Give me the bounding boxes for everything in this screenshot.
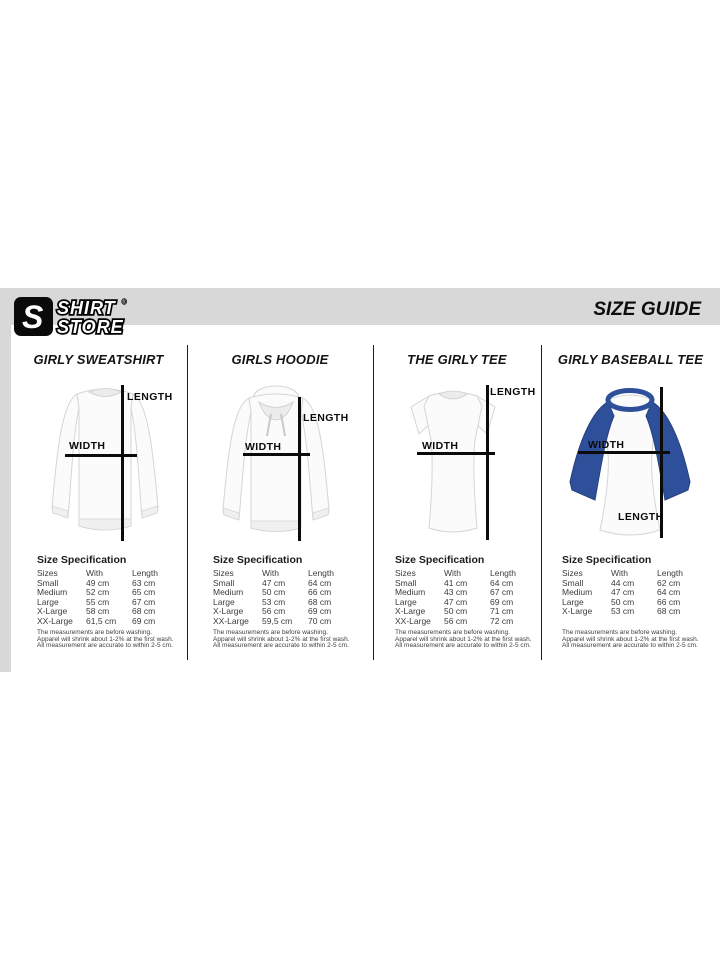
size-cell: Medium [562,587,593,598]
width-cell: 41 cm [444,577,468,588]
size-cell: XX-Large [37,615,73,626]
width-cell: 53 cm [611,606,635,617]
size-table [541,554,720,617]
size-cell: Large [562,596,584,607]
product-title: THE GIRLY TEE [407,352,507,367]
disclaimer-line: Apparel will shrink about 1-2% at the first wash. [395,635,532,643]
width-cell: 55 cm [86,596,110,607]
length-line [298,397,301,541]
logo-text-shirt: SHIRT [57,298,116,318]
length-cell: 69 cm [490,596,514,607]
width-label: WIDTH [422,440,459,452]
disclaimer-line: Apparel will shrink about 1-2% at the first wash. [213,635,350,643]
size-cell: Small [395,577,417,588]
width-column-header: With [611,568,628,578]
length-cell: 67 cm [132,596,156,607]
width-cell: 43 cm [444,587,468,598]
logo-text-store: STORE [57,317,124,337]
size-cell: Medium [37,587,68,598]
product-panel-girls-hoodie [187,325,373,672]
width-column-header: With [86,568,103,578]
sizes-column-header: Sizes [37,568,58,578]
table-row [213,617,399,627]
length-column-header: Length [308,568,334,578]
size-cell: Small [213,577,235,588]
length-label: LENGTH [127,391,173,403]
width-cell: 49 cm [86,577,110,588]
size-table-heading: Size Specification [395,554,485,566]
size-table [11,554,212,627]
table-row [37,588,212,598]
disclaimer-line: All measurement are accurate to within 2-5 cm. [395,642,531,650]
length-cell: 63 cm [132,577,156,588]
disclaimer-line: All measurement are accurate to within 2-5 cm. [37,642,173,650]
width-label: WIDTH [245,441,282,453]
length-cell: 71 cm [490,606,514,617]
product-title: GIRLS HOODIE [231,352,329,367]
size-table-heading: Size Specification [37,554,127,566]
disclaimer-line: All measurement are accurate to within 2-5 cm. [562,642,698,650]
length-label: LENGTH [303,412,349,424]
measurement-figure [187,378,373,548]
size-cell: Medium [395,587,426,598]
sweatshirt-image [30,378,180,546]
table-row [562,607,720,617]
size-table-heading: Size Specification [562,554,652,566]
left-margin-strip [0,288,11,672]
size-cell: Small [562,577,584,588]
disclaimer-line: The measurements are before washing. [562,629,677,636]
length-cell: 72 cm [490,615,514,626]
size-cell: Medium [213,587,244,598]
length-cell: 68 cm [657,606,681,617]
width-cell: 58 cm [86,606,110,617]
registered-mark-icon: ® [122,300,127,306]
width-cell: 61,5 cm [86,615,117,626]
table-row [395,617,563,627]
length-cell: 67 cm [490,587,514,598]
width-cell: 50 cm [444,606,468,617]
length-label: LENGTH [618,511,664,523]
length-line [121,385,124,541]
length-cell: 64 cm [657,587,681,598]
page-title: SIZE GUIDE [593,299,701,320]
size-cell: Large [213,596,235,607]
width-line [65,454,137,457]
width-column-header: With [262,568,279,578]
table-row [395,588,563,598]
measurement-figure [541,378,720,548]
tee-image [378,378,528,546]
hoodie-image [201,378,351,546]
length-column-header: Length [490,568,516,578]
length-cell: 68 cm [132,606,156,617]
length-column-header: Length [657,568,683,578]
length-column-header: Length [132,568,158,578]
width-cell: 56 cm [262,606,286,617]
size-cell: XX-Large [395,615,431,626]
length-cell: 68 cm [308,596,332,607]
sizes-column-header: Sizes [395,568,416,578]
width-cell: 47 cm [444,596,468,607]
width-cell: 47 cm [262,577,286,588]
width-column-header: With [444,568,461,578]
disclaimer-text [541,630,720,650]
length-line [486,385,489,540]
width-cell: 53 cm [262,596,286,607]
width-line [417,452,495,455]
size-cell: X-Large [213,606,244,617]
product-title: GIRLY BASEBALL TEE [557,352,704,367]
measurement-figure [373,378,541,548]
size-cell: X-Large [562,606,593,617]
width-label: WIDTH [69,440,106,452]
width-cell: 56 cm [444,615,468,626]
size-cell: XX-Large [213,615,249,626]
size-table [373,554,563,627]
table-row [37,617,212,627]
size-cell: X-Large [37,606,68,617]
product-panel-girly-sweatshirt [11,325,186,672]
table-header-row [395,569,563,579]
width-cell: 52 cm [86,587,110,598]
disclaimer-text [11,630,212,650]
measurement-figure [11,378,186,548]
table-header-row [37,569,212,579]
width-cell: 59,5 cm [262,615,293,626]
disclaimer-line: The measurements are before washing. [37,629,152,636]
length-cell: 66 cm [657,596,681,607]
length-cell: 62 cm [657,577,681,588]
length-cell: 69 cm [308,606,332,617]
length-cell: 64 cm [490,577,514,588]
sizes-column-header: Sizes [213,568,234,578]
table-row [213,588,399,598]
disclaimer-line: All measurement are accurate to within 2-5 cm. [213,642,349,650]
disclaimer-line: The measurements are before washing. [213,629,328,636]
size-cell: Small [37,577,59,588]
product-panel-girly-baseball-tee [541,325,720,672]
table-header-row [562,569,720,579]
width-cell: 47 cm [611,587,635,598]
disclaimer-line: Apparel will shrink about 1-2% at the first wash. [37,635,174,643]
length-cell: 66 cm [308,587,332,598]
product-panel-girly-tee [373,325,541,672]
size-table-heading: Size Specification [213,554,303,566]
table-header-row [213,569,399,579]
length-cell: 70 cm [308,615,332,626]
width-cell: 50 cm [611,596,635,607]
width-line [243,453,310,456]
width-cell: 50 cm [262,587,286,598]
disclaimer-text [373,630,563,650]
size-cell: X-Large [395,606,426,617]
disclaimer-line: The measurements are before washing. [395,629,510,636]
table-row [562,588,720,598]
size-table [187,554,399,627]
width-cell: 44 cm [611,577,635,588]
size-cell: Large [395,596,417,607]
length-cell: 65 cm [132,587,156,598]
disclaimer-text [187,630,399,650]
size-cell: Large [37,596,59,607]
width-line [578,451,670,454]
length-cell: 69 cm [132,615,156,626]
product-title: GIRLY SWEATSHIRT [33,352,164,367]
length-cell: 64 cm [308,577,332,588]
sizes-column-header: Sizes [562,568,583,578]
disclaimer-line: Apparel will shrink about 1-2% at the first wash. [562,635,699,643]
logo-s-icon: S [22,299,44,335]
length-label: LENGTH [490,386,536,398]
width-label: WIDTH [588,439,625,451]
